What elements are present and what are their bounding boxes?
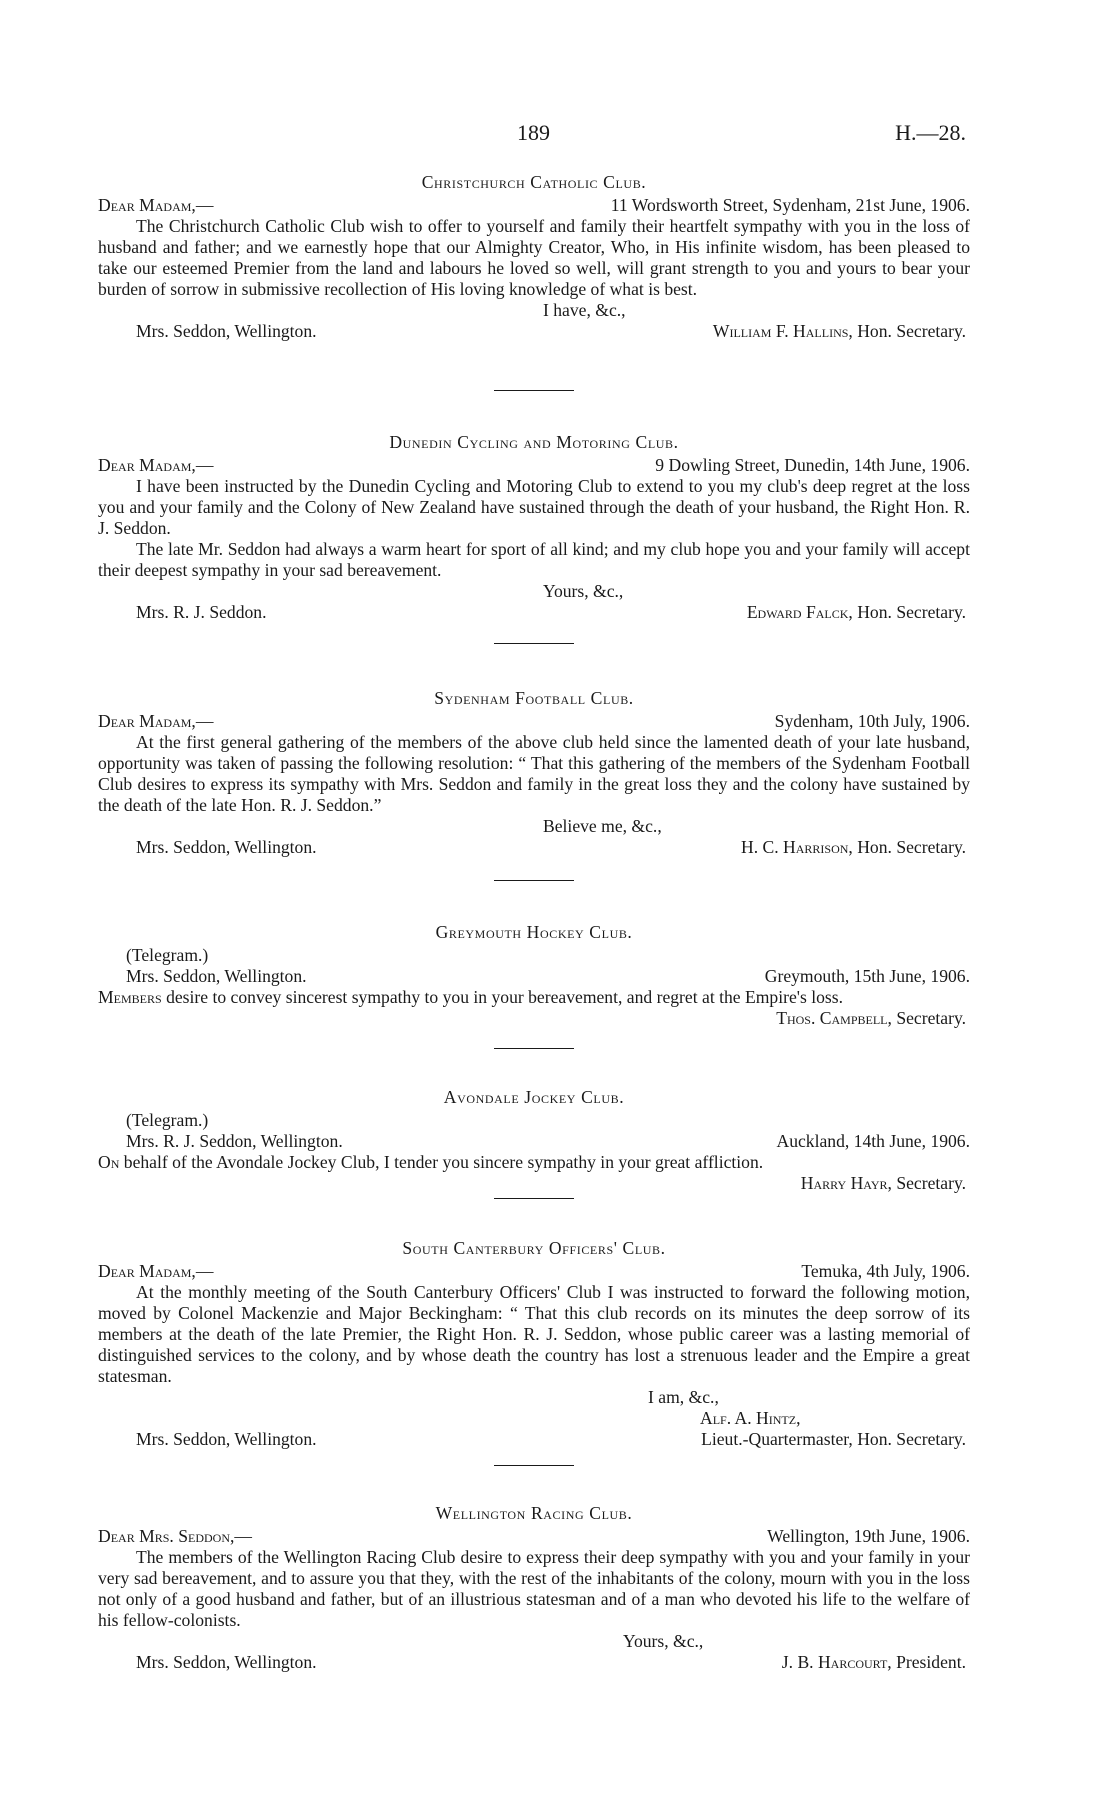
- letter-heading: Sydenham Football Club.: [434, 688, 634, 708]
- signature-row: [98, 602, 970, 623]
- letter-closing: Yours, &c.,: [623, 1631, 704, 1651]
- letter-paragraph: The members of the Wellington Racing Club desire to express their deep sympathy with you and your family in your very sad bereavement, and to assure you that they, with the rest of the inhabitants of the colony, mourn with you in the loss not only of a good husband and father, but of an illustrious statesman and of a man who devoted his life to the welfare of his fellow-colonists.: [98, 1547, 970, 1630]
- letter-address: Sydenham, 10th July, 1906.: [774, 711, 970, 731]
- letter-body: [98, 732, 970, 816]
- telegram-lead: Members: [98, 987, 162, 1007]
- recipient: Mrs. Seddon, Wellington.: [126, 966, 307, 986]
- salutation: Dear Madam,—: [98, 711, 214, 731]
- signatory: [98, 1173, 970, 1194]
- recipient: Mrs. Seddon, Wellington.: [136, 1652, 317, 1672]
- signatory-name-line: [98, 1408, 970, 1429]
- letter-header-row: [98, 1526, 970, 1547]
- signatory-name: J. B. Harcourt,: [781, 1652, 892, 1672]
- signatory: [713, 321, 966, 342]
- telegram-label: (Telegram.): [126, 945, 209, 965]
- letter-body: [98, 216, 970, 300]
- salutation: Dear Madam,—: [98, 1261, 214, 1281]
- signatory: [747, 602, 966, 623]
- signatory-title: Hon. Secretary.: [857, 602, 966, 622]
- letter-body: [98, 476, 970, 581]
- letter-paragraph: The Christchurch Catholic Club wish to offer to yourself and family their heartfelt sympathy with you in the loss of husband and father; and we earnestly hope that our Almighty Creator, Who, in His infinite wisdom, has been pleased to take our esteemed Premier from the land and labours he loved so well, will grant strength to you and yours to bear your burden of sorrow in submissive recollection of His loving knowledge of what is best.: [98, 216, 970, 299]
- letter-address: Greymouth, 15th June, 1906.: [764, 966, 970, 986]
- letter-paragraph: The late Mr. Seddon had always a warm heart for sport of all kind; and my club hope you and your family will accept their deepest sympathy in your sad bereavement.: [98, 539, 970, 580]
- letter-heading: Christchurch Catholic Club.: [421, 172, 647, 192]
- signature-row: [98, 837, 970, 858]
- signature-row: [98, 321, 970, 342]
- letter-heading: Avondale Jockey Club.: [443, 1087, 625, 1107]
- salutation: Dear Mrs. Seddon,—: [98, 1526, 252, 1546]
- letter-sydenham-football-club: [98, 688, 970, 858]
- signatory: [98, 1008, 970, 1029]
- recipient: Mrs. Seddon, Wellington.: [136, 1429, 317, 1449]
- letter-wellington-racing-club: [98, 1503, 970, 1673]
- letter-closing: Believe me, &c.,: [543, 816, 662, 836]
- signatory-title: Hon. Secretary.: [857, 837, 966, 857]
- letter-body: [98, 1282, 970, 1387]
- section-divider: [494, 1198, 574, 1199]
- recipient: Mrs. Seddon, Wellington.: [136, 837, 317, 857]
- salutation: Dear Madam,—: [98, 455, 214, 475]
- letter-address: Wellington, 19th June, 1906.: [767, 1526, 970, 1546]
- signatory-title: President.: [896, 1652, 966, 1672]
- letter-closing: I am, &c.,: [648, 1387, 719, 1407]
- letter-body: [98, 1547, 970, 1631]
- recipient: Mrs. R. J. Seddon.: [136, 602, 267, 622]
- telegram-header-row: [98, 966, 970, 987]
- section-divider: [494, 1048, 574, 1049]
- telegram-body: [98, 1152, 970, 1173]
- telegram-text: [98, 1152, 970, 1173]
- letter-heading: Dunedin Cycling and Motoring Club.: [389, 432, 679, 452]
- signatory-title: Secretary.: [896, 1008, 966, 1028]
- telegram-message: behalf of the Avondale Jockey Club, I tender you sincere sympathy in your great affliction.: [123, 1152, 764, 1172]
- telegram-lead: On: [98, 1152, 120, 1172]
- letter-heading: Greymouth Hockey Club.: [435, 922, 633, 942]
- telegram-body: [98, 987, 970, 1008]
- signature-row: [98, 1429, 970, 1450]
- section-divider: [494, 390, 574, 391]
- letter-south-canterbury-officers-club: [98, 1238, 970, 1450]
- signatory-name: Edward Falck,: [746, 602, 853, 622]
- salutation: Dear Madam,—: [98, 195, 214, 215]
- letter-address: Temuka, 4th July, 1906.: [801, 1261, 970, 1281]
- signatory-name: Harry Hayr,: [800, 1173, 892, 1193]
- recipient: Mrs. Seddon, Wellington.: [136, 321, 317, 341]
- signatory-name: Thos. Campbell,: [776, 1008, 892, 1028]
- signatory: [782, 1652, 966, 1673]
- letter-address: 11 Wordsworth Street, Sydenham, 21st June, 1906.: [610, 195, 970, 215]
- telegram-header-row: [98, 1131, 970, 1152]
- section-divider: [494, 880, 574, 881]
- signatory-title: Secretary.: [896, 1173, 966, 1193]
- signatory-name: H. C. Harrison,: [740, 837, 853, 857]
- letter-header-row: [98, 711, 970, 732]
- letter-address: Auckland, 14th June, 1906.: [776, 1131, 970, 1151]
- letter-heading: South Canterbury Officers' Club.: [402, 1238, 666, 1258]
- letter-paragraph: At the first general gathering of the members of the above club held since the lamented death of your late husband, opportunity was taken of passing the following resolution: “ That this gathering of the members of the Sydenham Football Club desires to express its sympathy with Mrs. Seddon and family in the great loss they and the colony have sustained by the death of the late Hon. R. J. Seddon.”: [98, 732, 970, 815]
- letter-header-row: [98, 1261, 970, 1282]
- recipient: Mrs. R. J. Seddon, Wellington.: [126, 1131, 343, 1151]
- letter-paragraph: I have been instructed by the Dunedin Cycling and Motoring Club to extend to you my club's deep regret at the loss you and your family and the Colony of New Zealand have sustained through the death of your husband, the Right Hon. R. J. Seddon.: [98, 476, 970, 538]
- telegram-label: (Telegram.): [126, 1110, 209, 1130]
- letter-header-row: [98, 195, 970, 216]
- telegram-message: desire to convey sincerest sympathy to you in your bereavement, and regret at the Empire's loss.: [166, 987, 843, 1007]
- signatory-title: Hon. Secretary.: [857, 321, 966, 341]
- section-divider: [494, 1465, 574, 1466]
- letter-header-row: [98, 455, 970, 476]
- signatory: [741, 837, 966, 858]
- letter-address: 9 Dowling Street, Dunedin, 14th June, 1906.: [655, 455, 970, 475]
- signatory-name: Alf. A. Hintz,: [700, 1408, 801, 1428]
- letter-closing: I have, &c.,: [543, 300, 626, 320]
- signatory-name: William F. Hallins,: [712, 321, 853, 341]
- letter-paragraph: At the monthly meeting of the South Canterbury Officers' Club I was instructed to forward the following motion, moved by Colonel Mackenzie and Major Beckingham: “ That this club records on its minutes the deep sorrow of its members at the death of the late Premier, the Right Hon. R. J. Seddon, whose public career was a lasting memorial of distinguished services to the colony, and by whose death the country has lost a strenuous leader and the Empire a great statesman.: [98, 1282, 970, 1386]
- letter-christchurch-catholic-club: [98, 172, 970, 342]
- letter-avondale-jockey-club: [98, 1087, 970, 1194]
- page-number: 189: [517, 120, 550, 145]
- signature-row: [98, 1652, 970, 1673]
- section-divider: [494, 643, 574, 644]
- signatory-title: Lieut.-Quartermaster, Hon. Secretary.: [701, 1429, 966, 1449]
- telegram-text: [98, 987, 970, 1008]
- letter-closing: Yours, &c.,: [543, 581, 624, 601]
- letter-dunedin-cycling-club: [98, 432, 970, 623]
- letter-greymouth-hockey-club: [98, 922, 970, 1029]
- page-reference: H.—28.: [895, 120, 966, 145]
- letter-heading: Wellington Racing Club.: [435, 1503, 633, 1523]
